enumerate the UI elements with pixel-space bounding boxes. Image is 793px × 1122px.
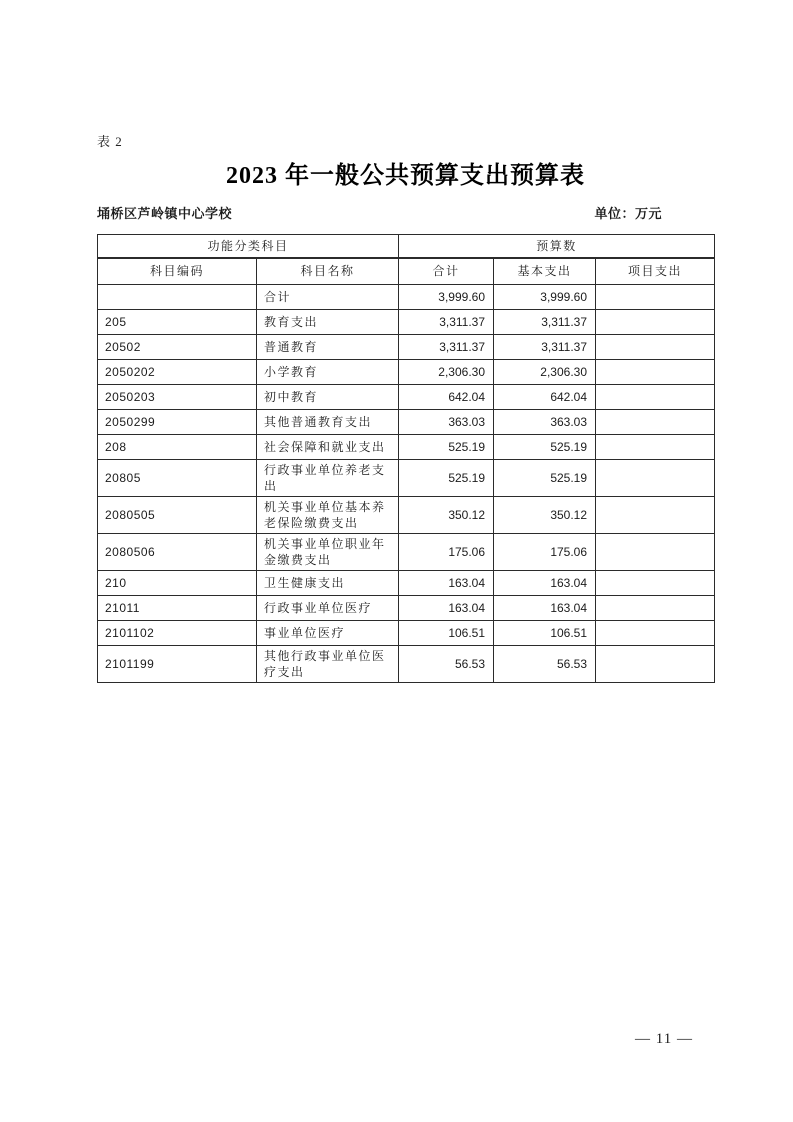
total-cell: 106.51 — [399, 621, 494, 646]
subject-name-cell: 普通教育 — [257, 335, 399, 360]
subject-code-cell: 2080505 — [98, 497, 257, 534]
subject-code-cell: 20502 — [98, 335, 257, 360]
budget-table — [97, 234, 715, 683]
project-expense-cell — [596, 435, 715, 460]
project-expense-cell — [596, 596, 715, 621]
total-cell: 175.06 — [399, 534, 494, 571]
header-group-row — [98, 235, 715, 258]
table-row — [98, 285, 715, 310]
subject-name-cell: 卫生健康支出 — [257, 571, 399, 596]
subject-code-cell: 208 — [98, 435, 257, 460]
budget-table-body — [98, 285, 715, 683]
table-row — [98, 435, 715, 460]
subject-name-cell: 机关事业单位基本养老保险缴费支出 — [257, 497, 399, 534]
table-row — [98, 360, 715, 385]
meta-row — [97, 203, 714, 222]
basic-expense-cell: 525.19 — [494, 435, 596, 460]
basic-expense-cell: 163.04 — [494, 596, 596, 621]
total-cell: 3,999.60 — [399, 285, 494, 310]
project-expense-cell — [596, 460, 715, 497]
subject-name-cell: 合计 — [257, 285, 399, 310]
total-cell: 363.03 — [399, 410, 494, 435]
column-header-subject-code: 科目编码 — [98, 258, 257, 285]
table-row — [98, 460, 715, 497]
project-expense-cell — [596, 534, 715, 571]
subject-name-cell: 机关事业单位职业年金缴费支出 — [257, 534, 399, 571]
table-row — [98, 385, 715, 410]
basic-expense-cell: 106.51 — [494, 621, 596, 646]
basic-expense-cell: 2,306.30 — [494, 360, 596, 385]
table-row — [98, 335, 715, 360]
table-row — [98, 534, 715, 571]
budget-table-header — [98, 235, 715, 285]
basic-expense-cell: 3,311.37 — [494, 310, 596, 335]
total-cell: 56.53 — [399, 646, 494, 683]
project-expense-cell — [596, 410, 715, 435]
total-cell: 3,311.37 — [399, 335, 494, 360]
basic-expense-cell: 350.12 — [494, 497, 596, 534]
subject-code-cell: 2050299 — [98, 410, 257, 435]
subject-name-cell: 初中教育 — [257, 385, 399, 410]
table-row — [98, 571, 715, 596]
subject-code-cell: 2101102 — [98, 621, 257, 646]
subject-code-cell: 2080506 — [98, 534, 257, 571]
document-content — [97, 131, 714, 683]
table-row — [98, 621, 715, 646]
basic-expense-cell: 175.06 — [494, 534, 596, 571]
basic-expense-cell: 56.53 — [494, 646, 596, 683]
table-row — [98, 310, 715, 335]
subject-code-cell: 210 — [98, 571, 257, 596]
header-budget-figures: 预算数 — [399, 235, 715, 258]
basic-expense-cell: 363.03 — [494, 410, 596, 435]
subject-code-cell — [98, 285, 257, 310]
subject-code-cell: 205 — [98, 310, 257, 335]
table-row — [98, 646, 715, 683]
subject-code-cell: 20805 — [98, 460, 257, 497]
project-expense-cell — [596, 335, 715, 360]
project-expense-cell — [596, 360, 715, 385]
basic-expense-cell: 525.19 — [494, 460, 596, 497]
table-row — [98, 596, 715, 621]
header-functional-category: 功能分类科目 — [98, 235, 399, 258]
subject-name-cell: 教育支出 — [257, 310, 399, 335]
subject-code-cell: 2101199 — [98, 646, 257, 683]
subject-name-cell: 其他普通教育支出 — [257, 410, 399, 435]
total-cell: 350.12 — [399, 497, 494, 534]
total-cell: 642.04 — [399, 385, 494, 410]
project-expense-cell — [596, 285, 715, 310]
page-title: 2023 年一般公共预算支出预算表 — [226, 163, 585, 189]
table-row — [98, 410, 715, 435]
project-expense-cell — [596, 646, 715, 683]
basic-expense-cell: 163.04 — [494, 571, 596, 596]
subject-name-cell: 行政事业单位养老支出 — [257, 460, 399, 497]
column-header-project-expense: 项目支出 — [596, 258, 715, 285]
total-cell: 163.04 — [399, 596, 494, 621]
subject-name-cell: 行政事业单位医疗 — [257, 596, 399, 621]
organization-name: 埇桥区芦岭镇中心学校 — [97, 206, 233, 221]
subject-name-cell: 事业单位医疗 — [257, 621, 399, 646]
total-cell: 3,311.37 — [399, 310, 494, 335]
basic-expense-cell: 3,999.60 — [494, 285, 596, 310]
table-label: 表 2 — [97, 134, 123, 149]
project-expense-cell — [596, 310, 715, 335]
header-columns-row — [98, 258, 715, 285]
project-expense-cell — [596, 571, 715, 596]
project-expense-cell — [596, 621, 715, 646]
total-cell: 2,306.30 — [399, 360, 494, 385]
column-header-subject-name: 科目名称 — [257, 258, 399, 285]
subject-name-cell: 社会保障和就业支出 — [257, 435, 399, 460]
project-expense-cell — [596, 385, 715, 410]
basic-expense-cell: 3,311.37 — [494, 335, 596, 360]
page-number: — 11 — — [635, 1031, 693, 1047]
column-header-basic-expense: 基本支出 — [494, 258, 596, 285]
subject-code-cell: 21011 — [98, 596, 257, 621]
basic-expense-cell: 642.04 — [494, 385, 596, 410]
total-cell: 163.04 — [399, 571, 494, 596]
subject-code-cell: 2050203 — [98, 385, 257, 410]
total-cell: 525.19 — [399, 435, 494, 460]
subject-name-cell: 小学教育 — [257, 360, 399, 385]
subject-name-cell: 其他行政事业单位医疗支出 — [257, 646, 399, 683]
project-expense-cell — [596, 497, 715, 534]
unit-label: 单位：万元 — [594, 206, 662, 221]
table-row — [98, 497, 715, 534]
subject-code-cell: 2050202 — [98, 360, 257, 385]
column-header-total: 合计 — [399, 258, 494, 285]
total-cell: 525.19 — [399, 460, 494, 497]
